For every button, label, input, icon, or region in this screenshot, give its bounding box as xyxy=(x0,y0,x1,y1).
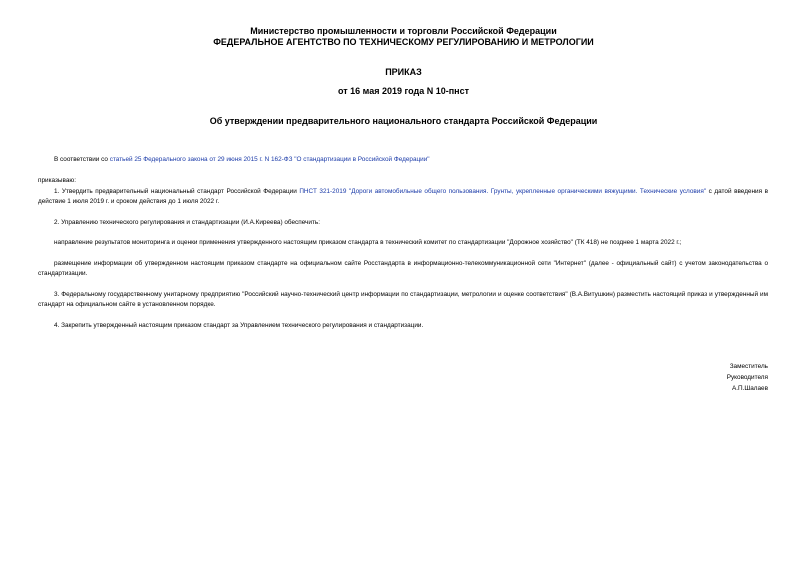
federal-law-link[interactable]: статьей 25 Федерального закона от 29 июня 2015 г. N 162-ФЗ "О стандартизации в Российской Федерации" xyxy=(109,156,430,163)
signature-position-line2: Руководителя xyxy=(726,374,768,381)
preamble-prefix: В соответствии со xyxy=(54,156,110,163)
document-date-number: от 16 мая 2019 года N 10-пнст xyxy=(337,86,470,96)
item-4-paragraph: 4. Закрепить утвержденный настоящим приказом стандарт за Управлением технического регулирования и стандартизации. xyxy=(54,322,424,329)
item-2-paragraph: 2. Управлению технического регулирования и стандартизации (И.А.Киреева) обеспечить: xyxy=(54,219,320,226)
signature-block xyxy=(727,361,768,394)
signature-position-line1: Заместитель xyxy=(729,363,768,370)
agency-title: ФЕДЕРАЛЬНОЕ АГЕНТСТВО ПО ТЕХНИЧЕСКОМУ РЕГУЛИРОВАНИЮ И МЕТРОЛОГИИ xyxy=(213,37,594,47)
document-type: ПРИКАЗ xyxy=(385,67,422,77)
document-subject: Об утверждении предварительного национального стандарта Российской Федерации xyxy=(209,116,598,126)
item-1-suffix: с датой введения в действие 1 июля 2019 г. и сроком действия до 1 июля 2022 г. xyxy=(38,188,768,205)
standard-link[interactable]: ПНСТ 321-2019 "Дороги автомобильные общего пользования. Грунты, укрепленные органическими вяжущими. Технические условия" xyxy=(299,188,707,195)
item-1-prefix: 1. Утвердить предварительный национальный стандарт Российской Федерации xyxy=(54,188,300,195)
item-3-paragraph: 3. Федеральному государственному унитарному предприятию "Российский научно-технический центр информации по стандартизации, метрологии и оценке соответствия" (В.А.Витушкин) разместить настоящий приказ и утвержденный им стандарт на официальном сайте в установленном порядке. xyxy=(38,291,768,308)
order-word: приказываю: xyxy=(38,177,76,184)
item-1-paragraph xyxy=(38,187,768,207)
item-2a-paragraph: направление результатов мониторинга и оценки применения утвержденного настоящим приказом стандарта в технический комитет по стандартизации "Дорожное хозяйство" (ТК 418) не позднее 1 марта 2022 г.; xyxy=(54,239,682,246)
preamble-paragraph xyxy=(38,155,768,165)
ministry-title: Министерство промышленности и торговли Российской Федерации xyxy=(250,26,557,36)
item-2b-paragraph: размещение информации об утвержденном настоящим приказом стандарте на официальном сайте Росстандарта в информационно-телекоммуникационной сети "Интернет" (далее - официальный сайт) с учетом законодательства о стандартизации. xyxy=(38,260,768,277)
signature-name: А.П.Шалаев xyxy=(731,385,768,392)
